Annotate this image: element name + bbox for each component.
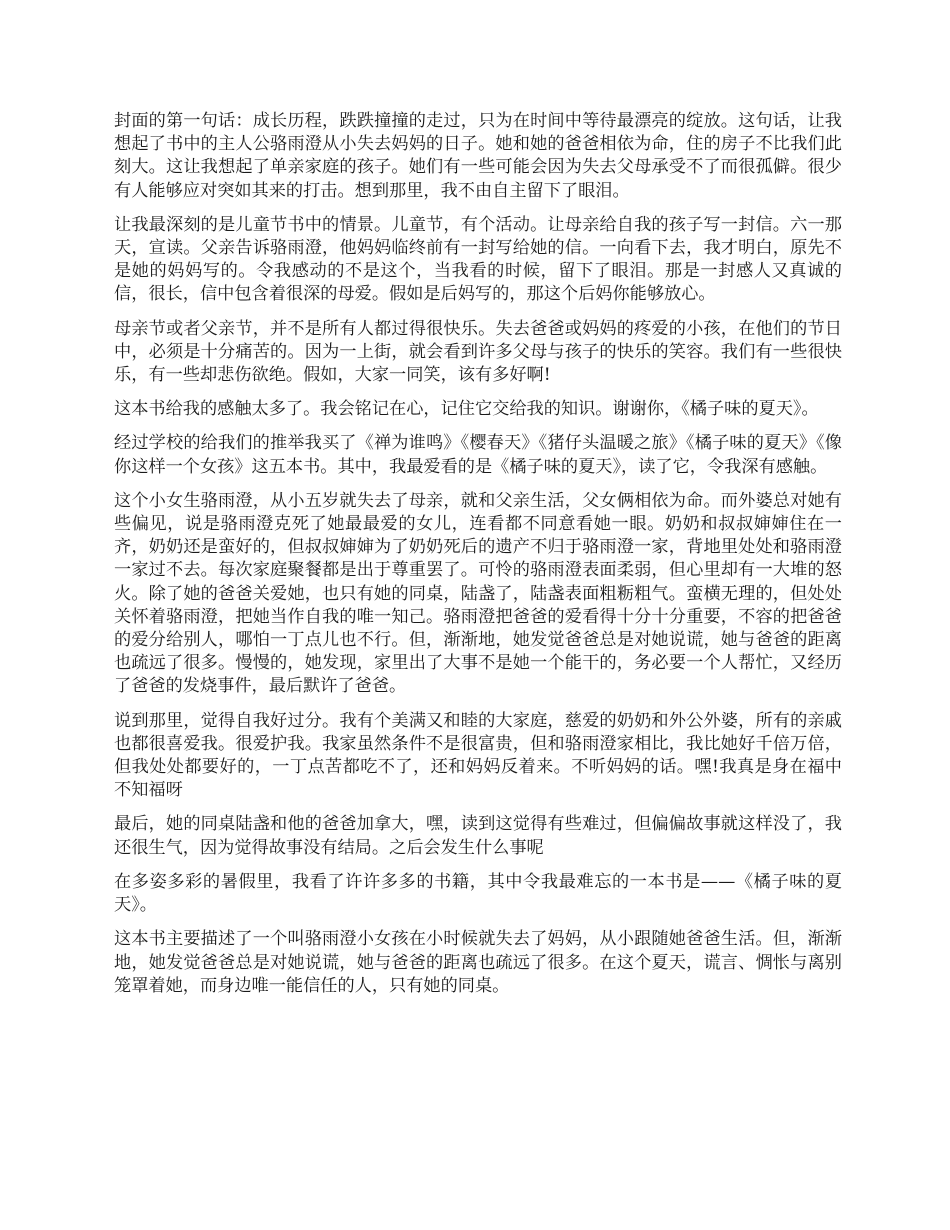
paragraph: 经过学校的给我们的推举我买了《禅为谁鸣》《樱春天》《猪仔头温暖之旅》《橘子味的夏天》《像你这样一个女孩》这五本书。其中，我最爱看的是《橘子味的夏天》，读了它，令我深有感触。 [114, 433, 842, 477]
paragraph: 让我最深刻的是儿童节书中的情景。儿童节，有个活动。让母亲给自我的孩子写一封信。六一那天，宣读。父亲告诉骆雨澄，他妈妈临终前有一封写给她的信。一向看下去，我才明白，原先不是她的妈妈写的。令我感动的不是这个，当我看的时候，留下了眼泪。那是一封感人又真诚的信，很长，信中包含着很深的母爱。假如是后妈写的，那这个后妈你能够放心。 [114, 214, 842, 305]
paragraph: 这本书主要描述了一个叫骆雨澄小女孩在小时候就失去了妈妈，从小跟随她爸爸生活。但，渐渐地，她发觉爸爸总是对她说谎，她与爸爸的距离也疏远了很多。在这个夏天，谎言、惆怅与离别笼罩着她，而身边唯一能信任的人，只有她的同桌。 [114, 929, 842, 996]
paragraph: 最后，她的同桌陆盏和他的爸爸加拿大，嘿，读到这觉得有些难过，但偏偏故事就这样没了，我还很生气，因为觉得故事没有结局。之后会发生什么事呢 [114, 814, 842, 858]
document-body [114, 110, 842, 1009]
paragraph: 母亲节或者父亲节，并不是所有人都过得很快乐。失去爸爸或妈妈的疼爱的小孩，在他们的节日中，必须是十分痛苦的。因为一上街，就会看到许多父母与孩子的快乐的笑容。我们有一些很快乐，有一些却悲伤欲绝。假如，大家一同笑，该有多好啊! [114, 318, 842, 386]
paragraph: 这个小女生骆雨澄，从小五岁就失去了母亲，就和父亲生活，父女俩相依为命。而外婆总对她有些偏见，说是骆雨澄克死了她最最爱的女儿，连看都不同意看她一眼。奶奶和叔叔婶婶住在一齐，奶奶还是蛮好的，但叔叔婶婶为了奶奶死后的遗产不归于骆雨澄一家，背地里处处和骆雨澄一家过不去。每次家庭聚餐都是出于尊重罢了。可怜的骆雨澄表面柔弱，但心里却有一大堆的怒火。除了她的爸爸关爱她，也只有她的同桌，陆盏了，陆盏表面粗粝粗气。蛮横无理的，但处处关怀着骆雨澄，把她当作自我的唯一知己。骆雨澄把爸爸的爱看得十分十分重要，不容的把爸爸的爱分给别人，哪怕一丁点儿也不行。但，渐渐地，她发觉爸爸总是对她说谎，她与爸爸的距离也疏远了很多。慢慢的，她发现，家里出了大事不是她一个能干的，务必要一个人帮忙，又经历了爸爸的发烧事件，最后默许了爸爸。 [114, 490, 842, 697]
paragraph: 说到那里，觉得自我好过分。我有个美满又和睦的大家庭，慈爱的奶奶和外公外婆，所有的亲戚也都很喜爱我。很爱护我。我家虽然条件不是很富贵，但和骆雨澄家相比，我比她好千倍万倍，但我处处都要好的，一丁点苦都吃不了，还和妈妈反着来。不听妈妈的话。嘿!我真是身在福中不知福呀 [114, 710, 842, 801]
paragraph: 在多姿多彩的暑假里，我看了许许多多的书籍，其中令我最难忘的一本书是——《橘子味的夏天》。 [114, 871, 842, 916]
paragraph: 这本书给我的感触太多了。我会铭记在心，记住它交给我的知识。谢谢你，《橘子味的夏天》。 [114, 399, 819, 420]
paragraph: 封面的第一句话：成长历程，跌跌撞撞的走过，只为在时间中等待最漂亮的绽放。这句话，让我想起了书中的主人公骆雨澄从小失去妈妈的日子。她和她的爸爸相依为命，住的房子不比我们此刻大。这让我想起了单亲家庭的孩子。她们有一些可能会因为失去父母承受不了而很孤僻。很少有人能够应对突如其来的打击。想到那里，我不由自主留下了眼泪。 [114, 111, 842, 201]
